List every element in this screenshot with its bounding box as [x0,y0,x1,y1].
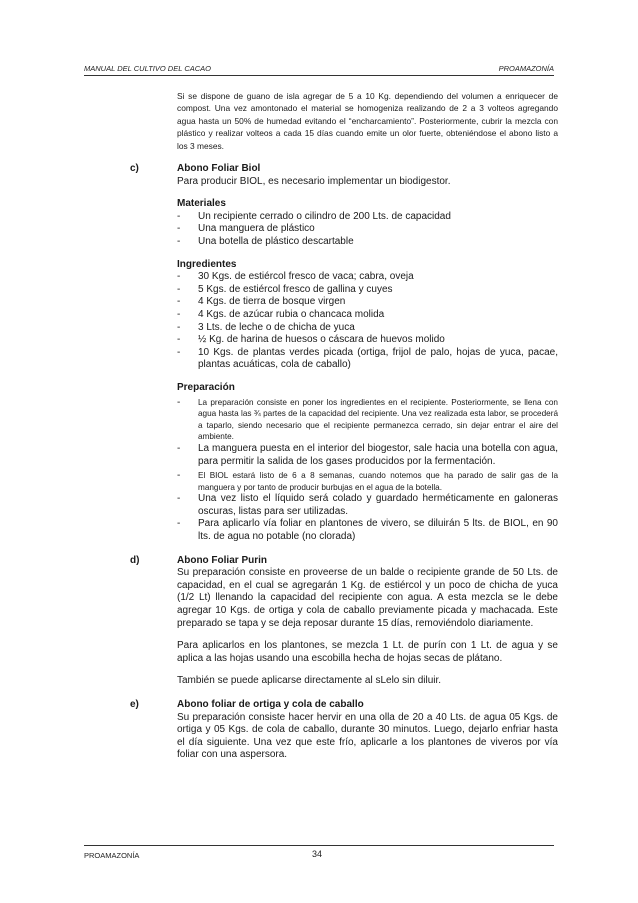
ingredientes-title: Ingredientes [177,258,237,270]
list-item: - ½ Kg. de harina de huesos o cáscara de huevos molido [177,334,558,347]
footer-organization: PROAMAZONÍA [84,851,140,860]
section-e-paragraph: Su preparación consiste hacer hervir en una olla de 20 a 40 Lts. de agua 05 Kgs. de ortiga y 05 Kgs. de cola de caballo, durante 30 minutos. Luego, dejarlo enfriar hasta el día siguiente. Una vez que este frío, aplicarle a los plantones de viveros por vía foliar con una aspersora. [177,711,558,761]
list-item: - La preparación consiste en poner los ingredientes en el recipiente. Posteriormente, se llena con agua hasta las ¾ partes de la capacidad del recipiente. Una vez realizada esta labor, se procederá a taparlo, siendo necesario que el recipiente permanezca cerrado, sin dejar entrar el aire del ambiente. [177,397,558,443]
list-item: - Una botella de plástico descartable [177,236,558,249]
list-item: - 30 Kgs. de estiércol fresco de vaca; cabra, oveja [177,271,558,284]
list-item: - El BIOL estará listo de 6 a 8 semanas, cuando notemos que ha parado de salir gas de la manguera y por tanto de producir burbujas en el agua de la botella. [177,470,558,493]
section-d-title: Abono Foliar Purin [177,554,267,566]
section-e-heading [130,699,558,712]
header-right-title: PROAMAZONÍA [498,64,554,73]
list-item: - Un recipiente cerrado o cilindro de 200 Lts. de capacidad [177,211,558,224]
materiales-list [177,211,558,249]
preparacion-block [177,382,558,544]
section-c-lead: Para producir BIOL, es necesario implementar un biodigestor. [177,175,451,187]
section-c-title: Abono Foliar Biol [177,163,261,175]
footer-divider [84,845,554,846]
section-e-title: Abono foliar de ortiga y cola de caballo [177,699,364,710]
list-item: - 4 Kgs. de azúcar rubia o chancaca molida [177,309,558,322]
materiales-title: Materiales [177,198,226,210]
list-item: - Para aplicarlo vía foliar en plantones de vivero, se diluirán 5 lts. de BIOL, en 90 lts. de agua no potable (no clorada) [177,518,558,543]
list-item: - 3 Lts. de leche o de chicha de yuca [177,322,558,335]
section-abono-foliar-purin [130,555,558,688]
page-content [130,90,558,762]
list-item: - 4 Kgs. de tierra de bosque virgen [177,296,558,309]
section-d-paragraph: Para aplicarlos en los plantones, se mezcla 1 Lt. de purín con 1 Lt. de agua y se aplica a las hojas usando una escobilla hecha de hojas secas de plátano. [177,640,558,664]
section-c-letter: c) [130,163,139,175]
header-left-title: MANUAL DEL CULTIVO DEL CACAO [84,64,211,73]
ingredientes-block [177,259,558,372]
materiales-block [177,198,558,248]
section-abono-foliar-biol [130,163,558,544]
list-item: - Una manguera de plástico [177,223,558,236]
list-item: - Una vez listo el líquido será colado y guardado herméticamente en galoneras oscuras, listas para ser utilizadas. [177,493,558,518]
list-item: - 10 Kgs. de plantas verdes picada (ortiga, frijol de palo, hojas de yuca, pacae, plantas acuáticas, cola de caballo) [177,347,558,372]
section-d-heading [130,555,558,568]
preparacion-title: Preparación [177,381,235,393]
ingredientes-list [177,271,558,372]
section-abono-ortiga-cola-caballo [130,699,558,762]
list-item: - 5 Kgs. de estiércol fresco de gallina y cuyes [177,284,558,297]
page-number: 34 [312,849,323,859]
list-item: - La manguera puesta en el interior del biogestor, sale hacia una botella con agua, para permitir la salida de los gases producidos por la fermentación. [177,443,558,468]
section-c-heading [130,163,558,176]
section-d-paragraph: También se puede aplicarse directamente al sLelo sin diluir. [177,675,442,687]
header-divider [84,75,554,76]
intro-paragraph: Si se dispone de guano de isla agregar de 5 a 10 Kg. dependiendo del volumen a enriquecer de compost. Una vez amontonado el material se homogeniza realizando de 2 a 3 volteos agregando agua hasta un 50% de humedad evitando el “encharcamiento”. Posteriormente, cubrir la mezcla con plástico y realizar volteos a cada 15 días cuando emite un olor fuerte, obteniéndose el abono listo a los 3 meses. [177,91,558,151]
preparacion-list [177,397,558,544]
section-e-letter: e) [130,699,139,710]
section-d-letter: d) [130,554,140,566]
section-d-paragraph: Su preparación consiste en proveerse de un balde o recipiente grande de 50 Lts. de capacidad, en el cual se agregarán 1 Kg. de estiércol y un poco de chicha de yuca (1/2 Lt) llenando la capacidad del recipiente con agua. A esta mezcla se le debe agregar 10 Kgs. de ortiga y cola de caballo previamente picada y machacada. Este preparado se tapa y se deja reposar durante 15 días, removiéndolo diariamente. [177,567,558,629]
